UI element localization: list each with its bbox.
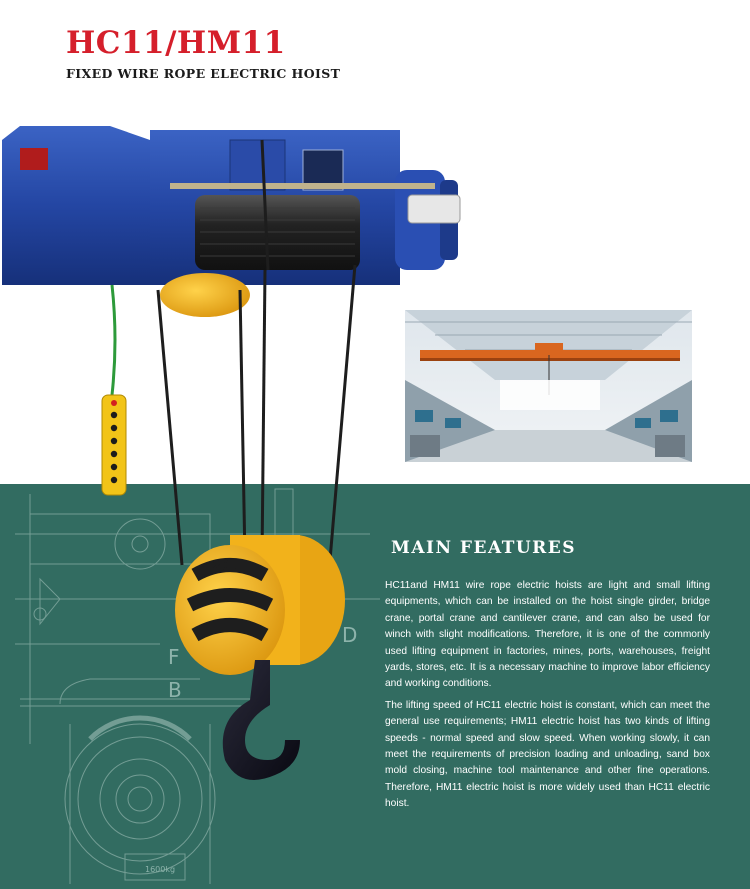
- blueprint-letter-b: B: [168, 678, 182, 702]
- page-title: HC11/HM11: [66, 25, 286, 61]
- features-paragraph-2: The lifting speed of HC11 electric hoist is constant, which can meet the general use requirements; HM11 electric hoist has two kinds of lifting speeds - normal speed and slow speed. When working slowly, it can meet the requirements of precision loading and unloading, sand box mold closing, machine tool maintenance and other fine operations. Therefore, HM11 electric hoist is more widely used than HC11 electric hoist.: [385, 699, 710, 810]
- blueprint-letter-d: D: [342, 623, 358, 647]
- features-heading: MAIN FEATURES: [391, 538, 577, 558]
- page-subtitle: FIXED WIRE ROPE ELECTRIC HOIST: [66, 66, 341, 81]
- blueprint-letter-f: F: [168, 645, 180, 669]
- features-paragraph-1: HC11and HM11 wire rope electric hoists are light and small lifting equipments, which can be installed on the hoist single girder, bridge crane, portal crane and cantilever crane, and can also be used for winch with slight modifications. Therefore, it is one of the commonly used lifting equipment in factories, mines, ports, warehouses, freight yards, stores, etc. It is a necessary machine to improve labor efficiency and working conditions.: [385, 580, 710, 690]
- blueprint-plate-text: 1600kg: [145, 865, 176, 874]
- main-features-section: [385, 538, 710, 818]
- hook-capacity-label: 20t: [212, 559, 237, 574]
